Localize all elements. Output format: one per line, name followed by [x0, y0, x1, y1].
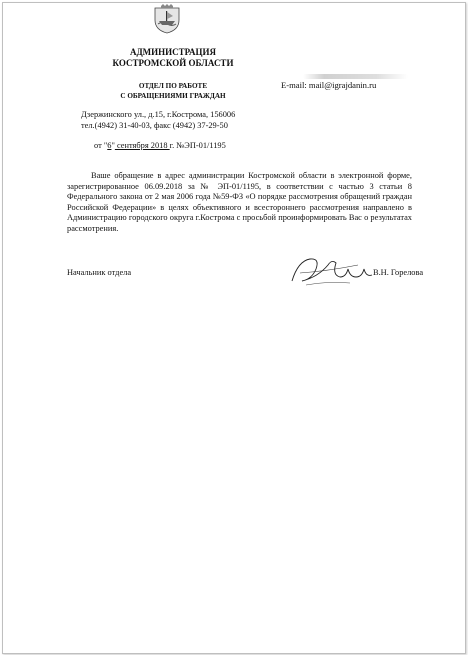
letter-body-paragraph: Ваше обращение в адрес администрации Костромской области в электронной форме, зарегистрированное 06.09.2018 за № ЭП-01/1195, в соответствии с частью 3 статьи 8 Федерального закона от 2 мая 2006 года №59-ФЗ «О порядке рассмотрения обращений граждан Российской Федерации» в целях объективного и всестороннего рассмотрения направлено в Администрацию городского округа г.Кострома с просьбой проинформировать Вас о результатах рассмотрения.	[67, 171, 412, 233]
department-name-line1: ОТДЕЛ ПО РАБОТЕ	[138, 82, 208, 90]
reference-month-year: сентября 2018	[114, 141, 170, 150]
reference-number: г. №ЭП-01/1195	[169, 141, 226, 150]
reference-quote: "	[111, 141, 115, 150]
sender-address: Дзержинского ул., д.15, г.Кострома, 156006	[81, 110, 236, 119]
recipient-email: E-mail: mail@igrajdanin.ru	[281, 80, 377, 90]
document-page	[2, 2, 466, 654]
handwritten-signature	[288, 251, 378, 291]
organization-name-line1: АДМИНИСТРАЦИЯ	[129, 47, 217, 57]
coat-of-arms-icon	[153, 4, 181, 34]
redacted-recipient-line	[303, 74, 408, 79]
signatory-name: В.Н. Горелова	[373, 268, 424, 277]
letter-reference	[94, 141, 226, 150]
department-name-line2: С ОБРАЩЕНИЯМИ ГРАЖДАН	[120, 91, 226, 100]
organization-name-line2: КОСТРОМСКОЙ ОБЛАСТИ	[112, 58, 234, 68]
reference-day: 6	[107, 141, 112, 150]
signatory-title: Начальник отдела	[67, 268, 132, 277]
sender-phone-fax: тел.(4942) 31-40-03, факс (4942) 37-29-50	[81, 121, 228, 130]
reference-prefix: от "	[94, 141, 108, 150]
